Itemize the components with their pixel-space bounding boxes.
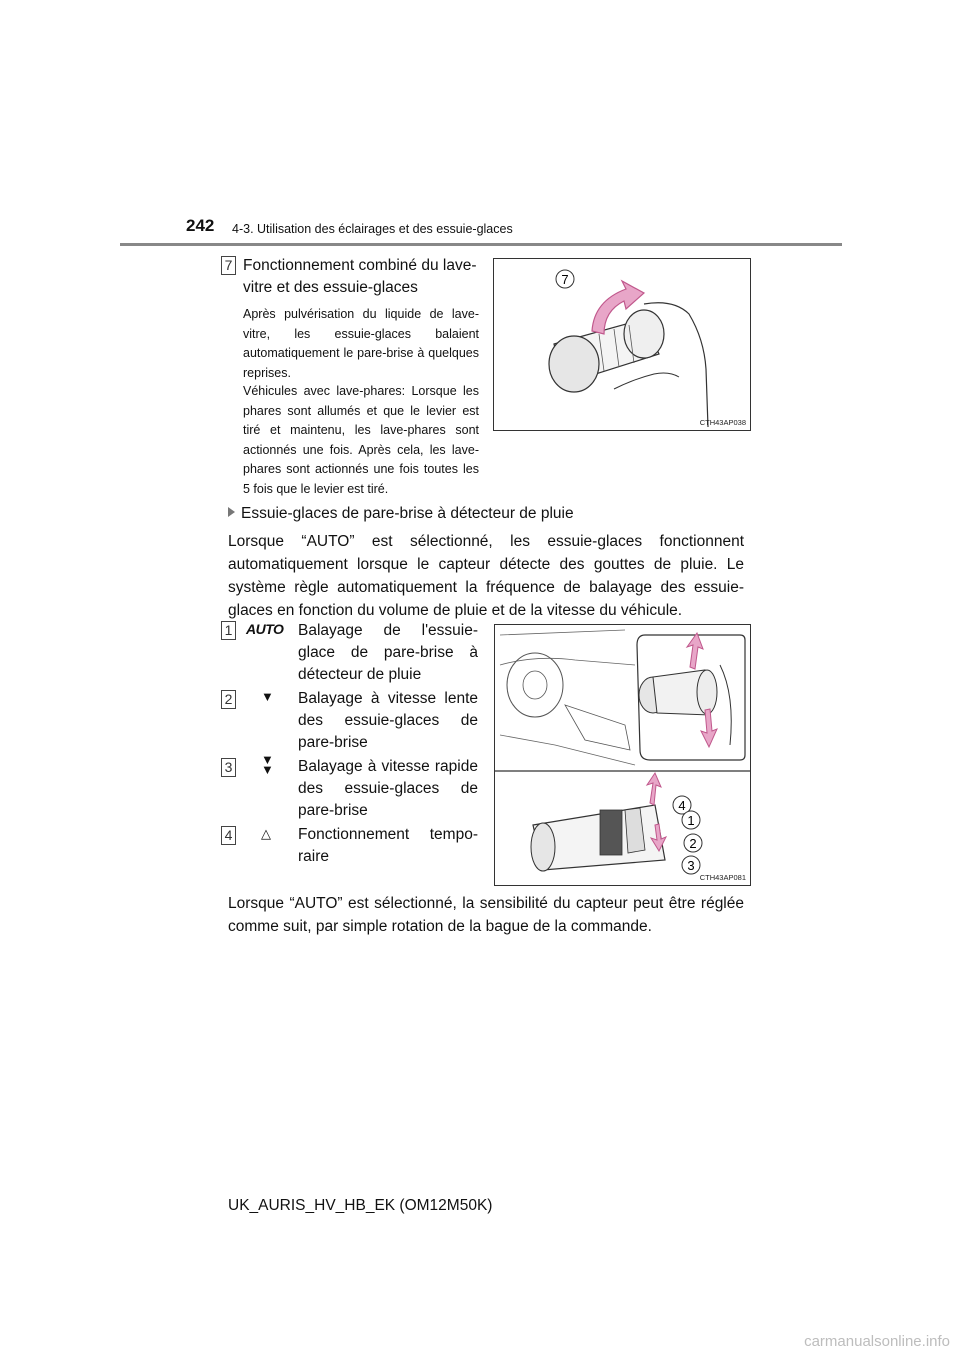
temporary-icon: △	[261, 826, 271, 841]
slow-speed-icon: ▼	[261, 689, 274, 704]
item-7-number: 7	[221, 256, 236, 275]
item-7-title: Fonctionnement combiné du lave-vitre et des essuie-glaces	[243, 257, 477, 296]
item-2-text: Balayage à vitesse lente des essuie-glaces de pare-brise	[298, 690, 478, 751]
figure-callout-2-label: 2	[689, 836, 697, 851]
rain-sensor-illustration	[495, 625, 750, 885]
page-number: 242	[186, 216, 215, 235]
item-3-text: Balayage à vitesse rapide des essuie-glaces de pare-brise	[298, 758, 478, 819]
item-1-text: Balayage de l'essuie-glace de pare-brise à détecteur de pluie	[298, 622, 478, 683]
rain-section-heading	[228, 505, 574, 523]
item-2-number: 2	[221, 690, 236, 709]
figure-lever-pull	[493, 258, 751, 431]
rain-outro: Lorsque “AUTO” est sélectionné, la sensibilité du capteur peut être réglée comme suit, par simple rotation de la bague de la commande.	[228, 895, 744, 935]
section-title: 4-3. Utilisation des éclairages et des essuie-glaces	[232, 222, 513, 236]
item-4-number: 4	[221, 826, 236, 845]
rain-heading-text: Essuie-glaces de pare-brise à détecteur de pluie	[241, 505, 574, 522]
figure-callout-1-label: 1	[687, 813, 695, 828]
item-4-text: Fonctionnement tempo-raire	[298, 826, 478, 865]
item-1-number: 1	[221, 621, 236, 640]
figure-rain-sensor	[494, 624, 751, 886]
item-3-number: 3	[221, 758, 236, 777]
figure-callout-3-label: 3	[687, 858, 695, 873]
bullet-arrow-icon	[228, 507, 235, 517]
item-7-para-1: Après pulvérisation du liquide de lave-vitre, les essuie-glaces balaient automatiquement le pare-brise à quelques reprises.	[243, 307, 479, 380]
figure-callout-7-label: 7	[561, 272, 569, 287]
fast-speed-icon: ▼▼	[261, 752, 274, 777]
figure-code: CTH43AP038	[699, 418, 746, 427]
header-rule	[120, 243, 842, 246]
auto-symbol: AUTO	[246, 621, 284, 637]
footer-doc-code: UK_AURIS_HV_HB_EK (OM12M50K)	[228, 1197, 493, 1214]
rain-intro: Lorsque “AUTO” est sélectionné, les essuie-glaces fonctionnent automatiquement lorsque le capteur détecte des gouttes de pluie. Le système règle automatiquement la fréquence de balayage des essuie-glaces en fonction du volume de pluie et de la vitesse du véhicule.	[228, 533, 744, 619]
item-7-para-2: Véhicules avec lave-phares: Lorsque les phares sont allumés et que le levier est tiré et maintenu, les lave-phares sont actionnés une fois. Après cela, les lave-phares sont actionnés une fois toutes les 5 fois que le levier est tiré.	[243, 384, 479, 496]
watermark: carmanualsonline.info	[804, 1333, 950, 1350]
figure-callout-4-label: 4	[678, 798, 686, 813]
figure-code-2: CTH43AP081	[699, 873, 746, 882]
lever-pull-illustration	[494, 259, 750, 430]
mist-arrow-icon	[647, 773, 661, 805]
